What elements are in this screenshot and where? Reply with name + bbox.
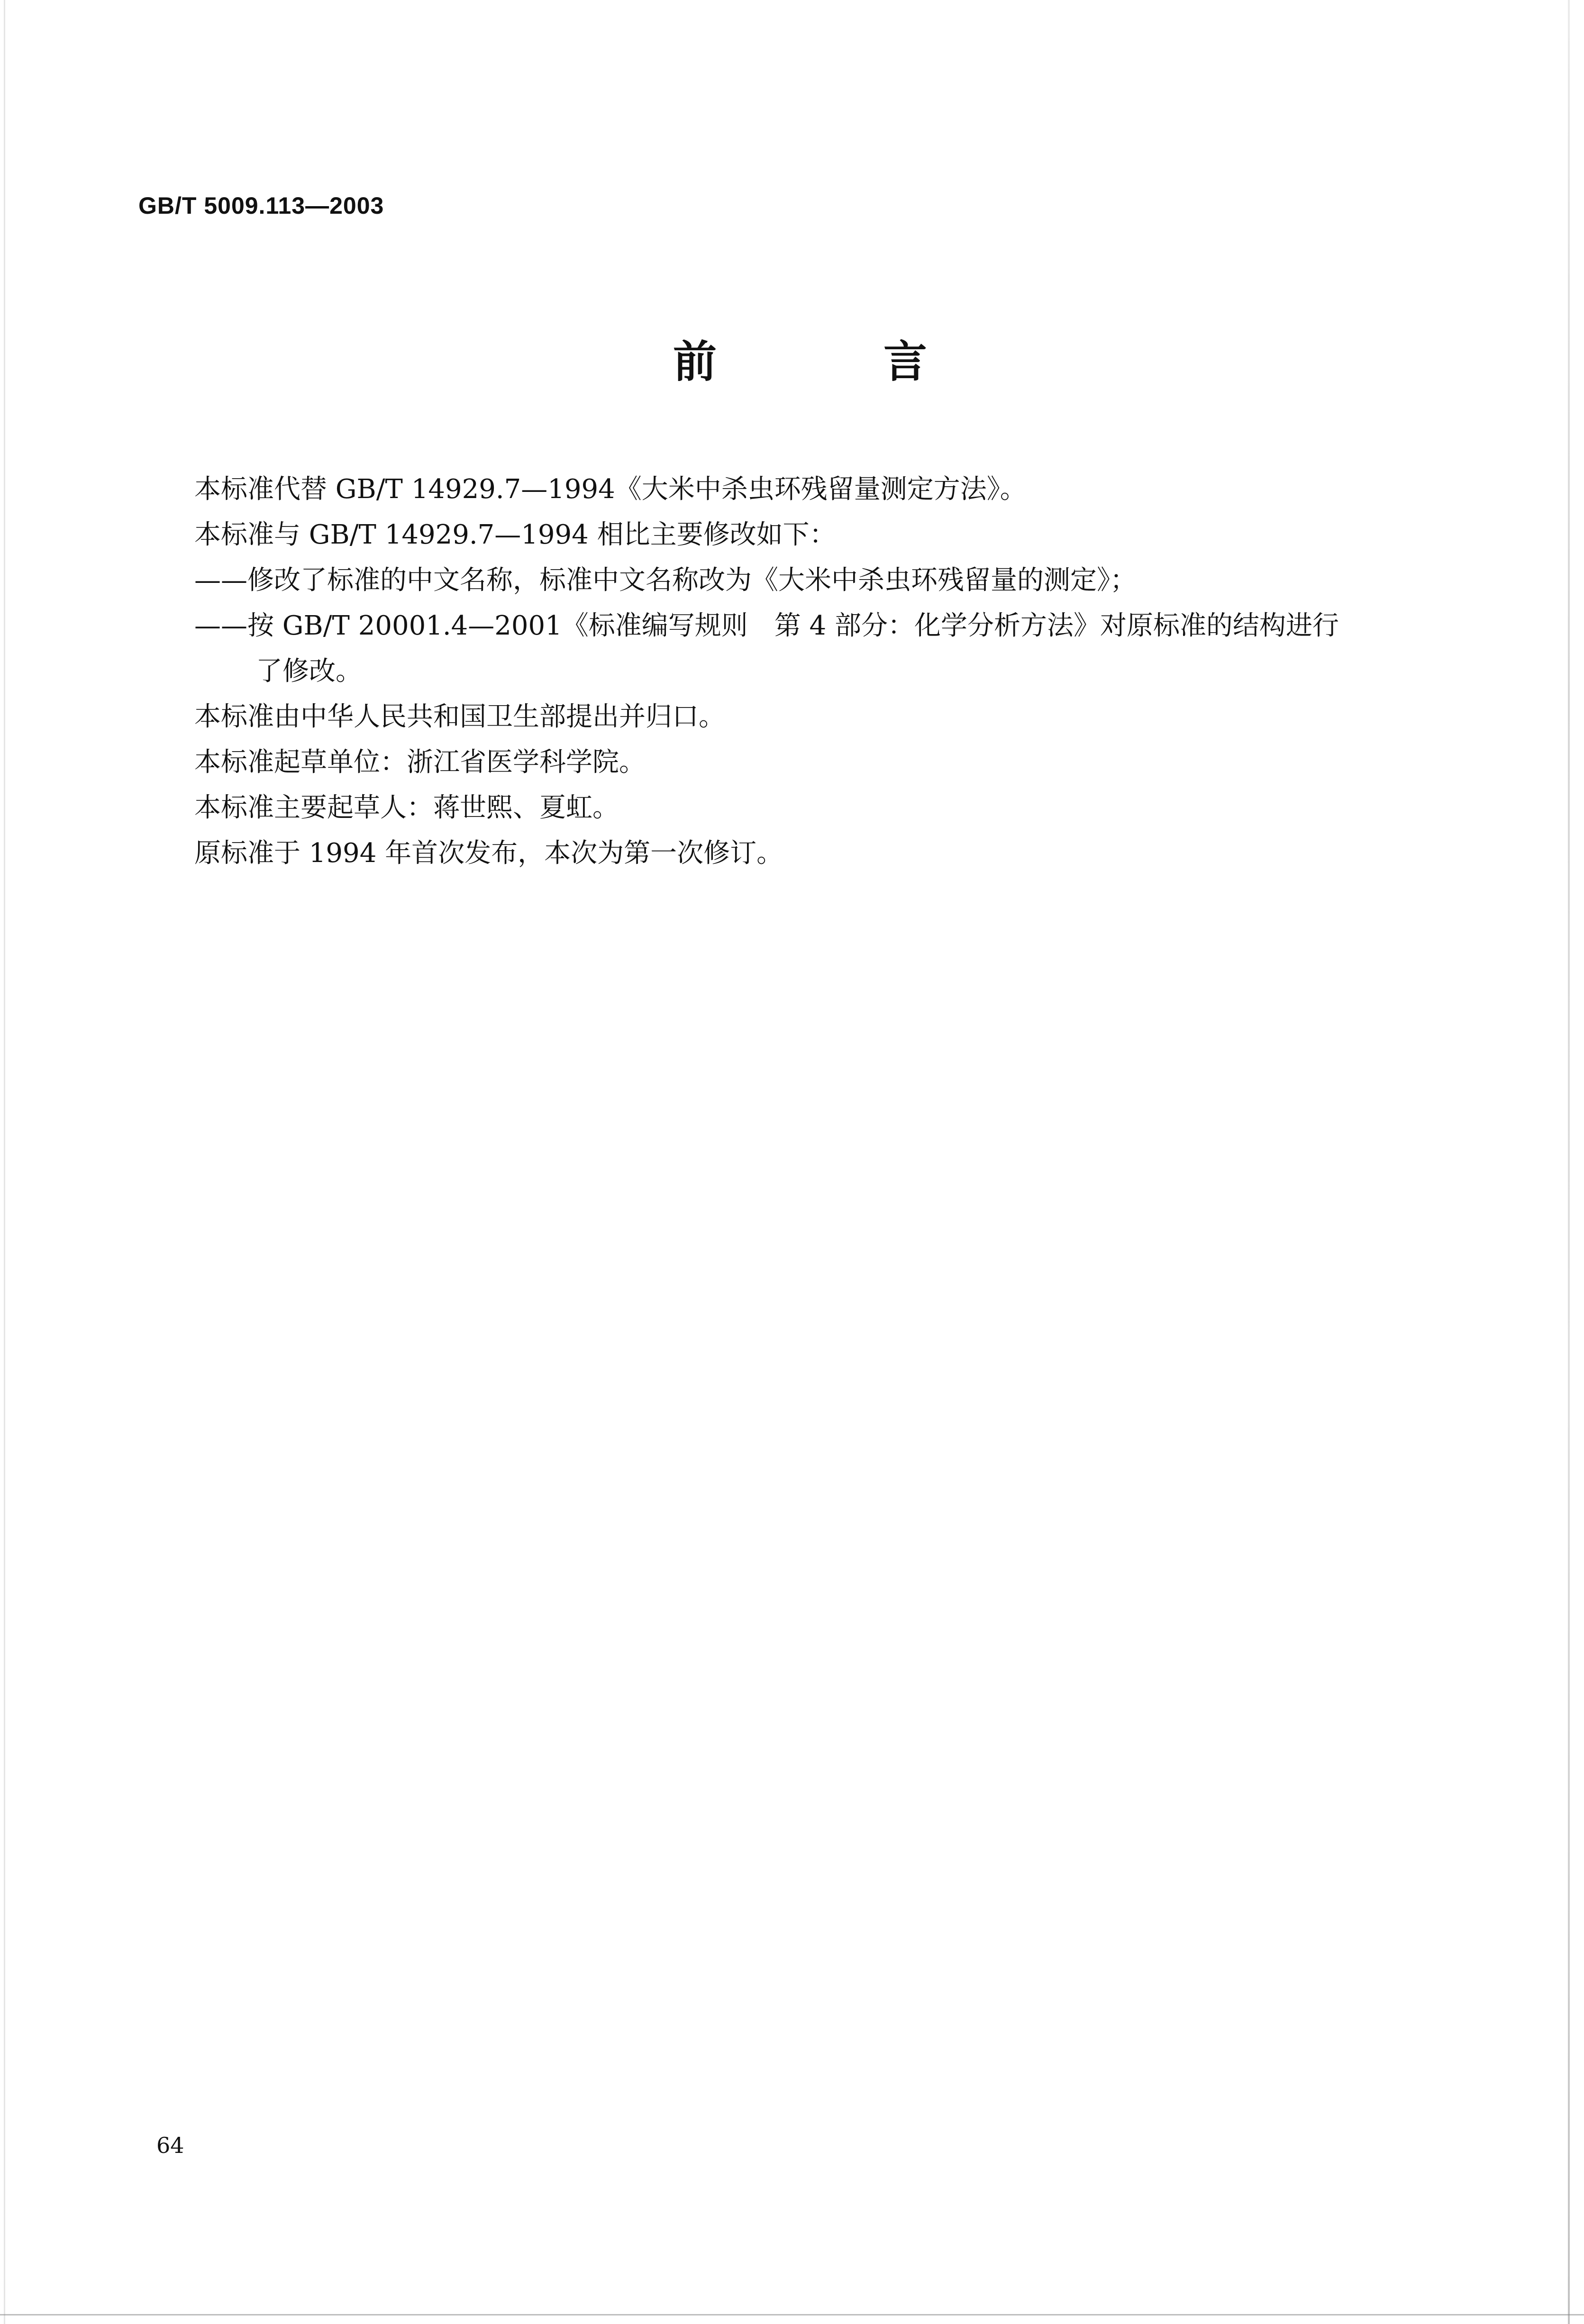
foreword-body bbox=[194, 467, 1427, 876]
paragraph-replaces: 本标准代替 GB/T 14929.7—1994《大米中杀虫环残留量测定方法》。 bbox=[194, 474, 1027, 505]
page-title: 前 言 bbox=[673, 336, 1003, 387]
page-number: 64 bbox=[156, 2133, 184, 2158]
paragraph-changes-intro: 本标准与 GB/T 14929.7—1994 相比主要修改如下： bbox=[194, 519, 836, 550]
paragraph-history: 原标准于 1994 年首次发布，本次为第一次修订。 bbox=[194, 838, 783, 869]
scan-edge-left bbox=[4, 0, 5, 2324]
paragraph-change-structure-cont: 了修改。 bbox=[256, 656, 362, 687]
paragraph-change-name: ——修改了标准的中文名称，标准中文名称改为《大米中杀虫环残留量的测定》； bbox=[194, 565, 1137, 596]
paragraph-proposed-by: 本标准由中华人民共和国卫生部提出并归口。 bbox=[194, 701, 725, 732]
paragraph-change-structure: ——按 GB/T 20001.4—2001《标准编写规则 第 4 部分：化学分析方法》对原标准的结构进行 bbox=[194, 610, 1339, 641]
scan-edge-bottom bbox=[0, 2314, 1584, 2315]
paragraph-drafting-unit: 本标准起草单位：浙江省医学科学院。 bbox=[194, 747, 646, 778]
standard-code: GB/T 5009.113—2003 bbox=[138, 192, 384, 219]
paragraph-drafters: 本标准主要起草人：蒋世熙、夏虹。 bbox=[194, 792, 619, 823]
scan-edge-right bbox=[1568, 0, 1570, 2324]
